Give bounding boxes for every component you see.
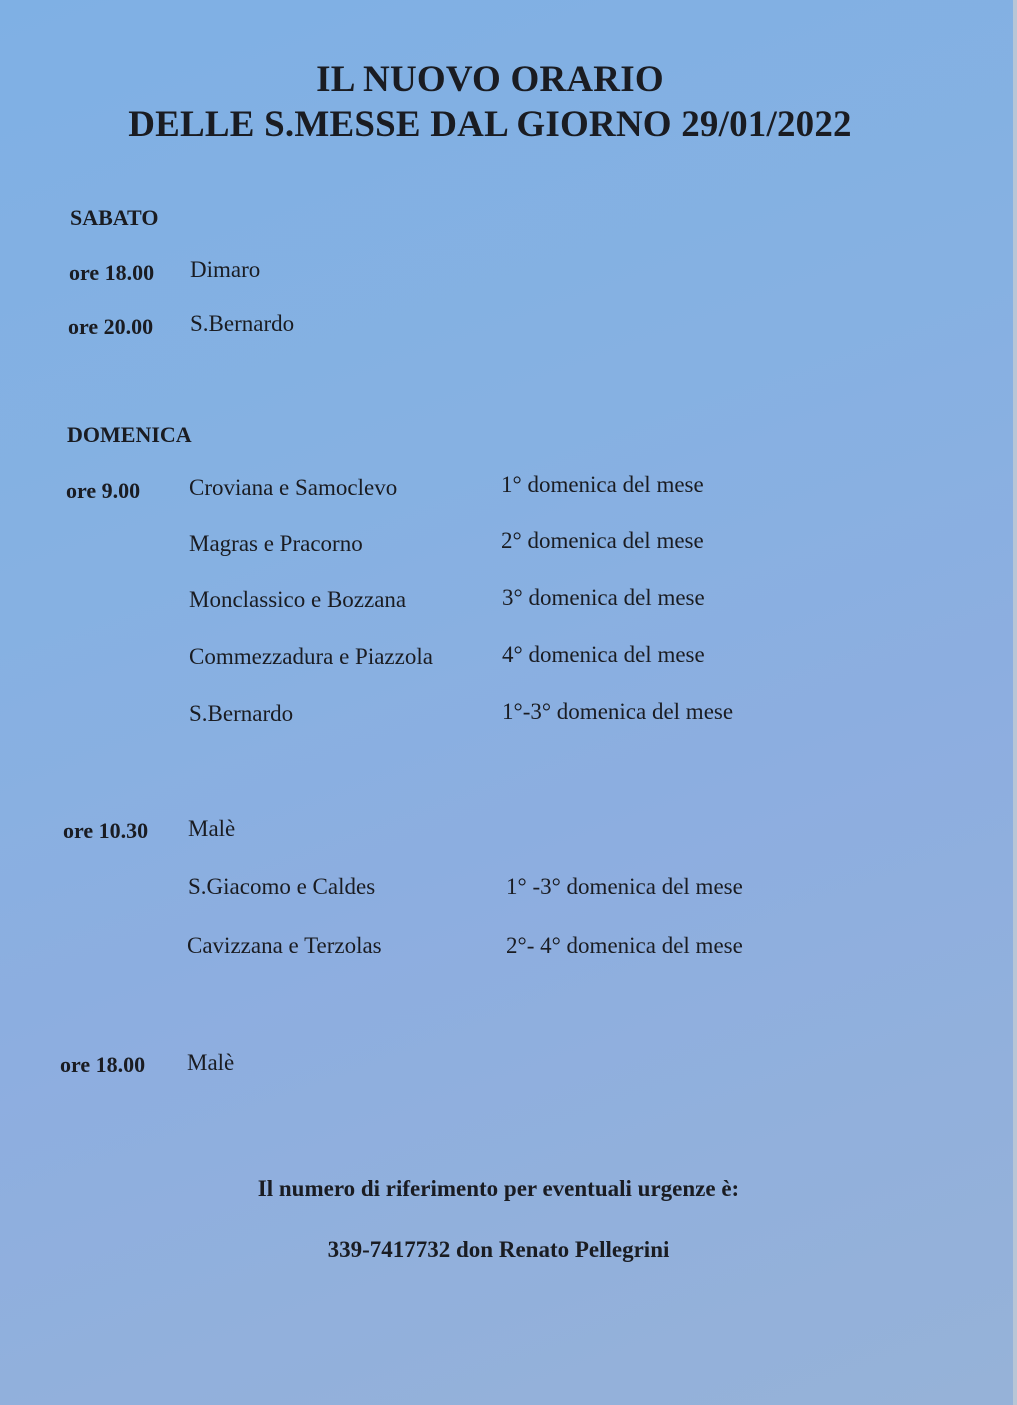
note-sbernardo: 1°-3° domenica del mese [502, 699, 734, 724]
place-cavizzana: Cavizzana e Terzolas [187, 933, 382, 958]
place-male-18: Malè [187, 1050, 235, 1075]
note-monclassico: 3° domenica del mese [502, 585, 705, 610]
place-male-1030: Malè [188, 816, 236, 841]
section-sabato: SABATO [70, 205, 159, 230]
place-croviana: Croviana e Samoclevo [189, 475, 398, 500]
note-magras: 2° domenica del mese [501, 528, 704, 553]
place-monclassico: Monclassico e Bozzana [189, 587, 407, 612]
time-domenica-1030: ore 10.30 [63, 818, 149, 843]
time-sabato-2: ore 20.00 [68, 314, 154, 339]
note-sgiacomo: 1° -3° domenica del mese [506, 874, 743, 899]
note-cavizzana: 2°- 4° domenica del mese [506, 933, 743, 958]
place-sgiacomo: S.Giacomo e Caldes [188, 874, 376, 899]
place-sabato-1: Dimaro [190, 257, 261, 282]
title-line-1: IL NUOVO ORARIO [316, 59, 664, 100]
footer-contact: 339-7417732 don Renato Pellegrini [327, 1237, 670, 1262]
note-commezzadura: 4° domenica del mese [502, 642, 705, 667]
sheet-edge [1013, 0, 1017, 1405]
place-sbernardo: S.Bernardo [189, 701, 294, 726]
title-line-2: DELLE S.MESSE DAL GIORNO 29/01/2022 [128, 104, 852, 145]
time-domenica-9: ore 9.00 [66, 478, 141, 503]
time-sabato-1: ore 18.00 [69, 260, 155, 285]
footer-note: Il numero di riferimento per eventuali urgenze è: [257, 1176, 740, 1201]
section-domenica: DOMENICA [67, 422, 192, 447]
note-croviana: 1° domenica del mese [501, 472, 704, 497]
time-domenica-18: ore 18.00 [60, 1052, 146, 1077]
place-commezzadura: Commezzadura e Piazzola [189, 644, 433, 669]
place-magras: Magras e Pracorno [189, 531, 363, 556]
place-sabato-2: S.Bernardo [190, 311, 295, 336]
